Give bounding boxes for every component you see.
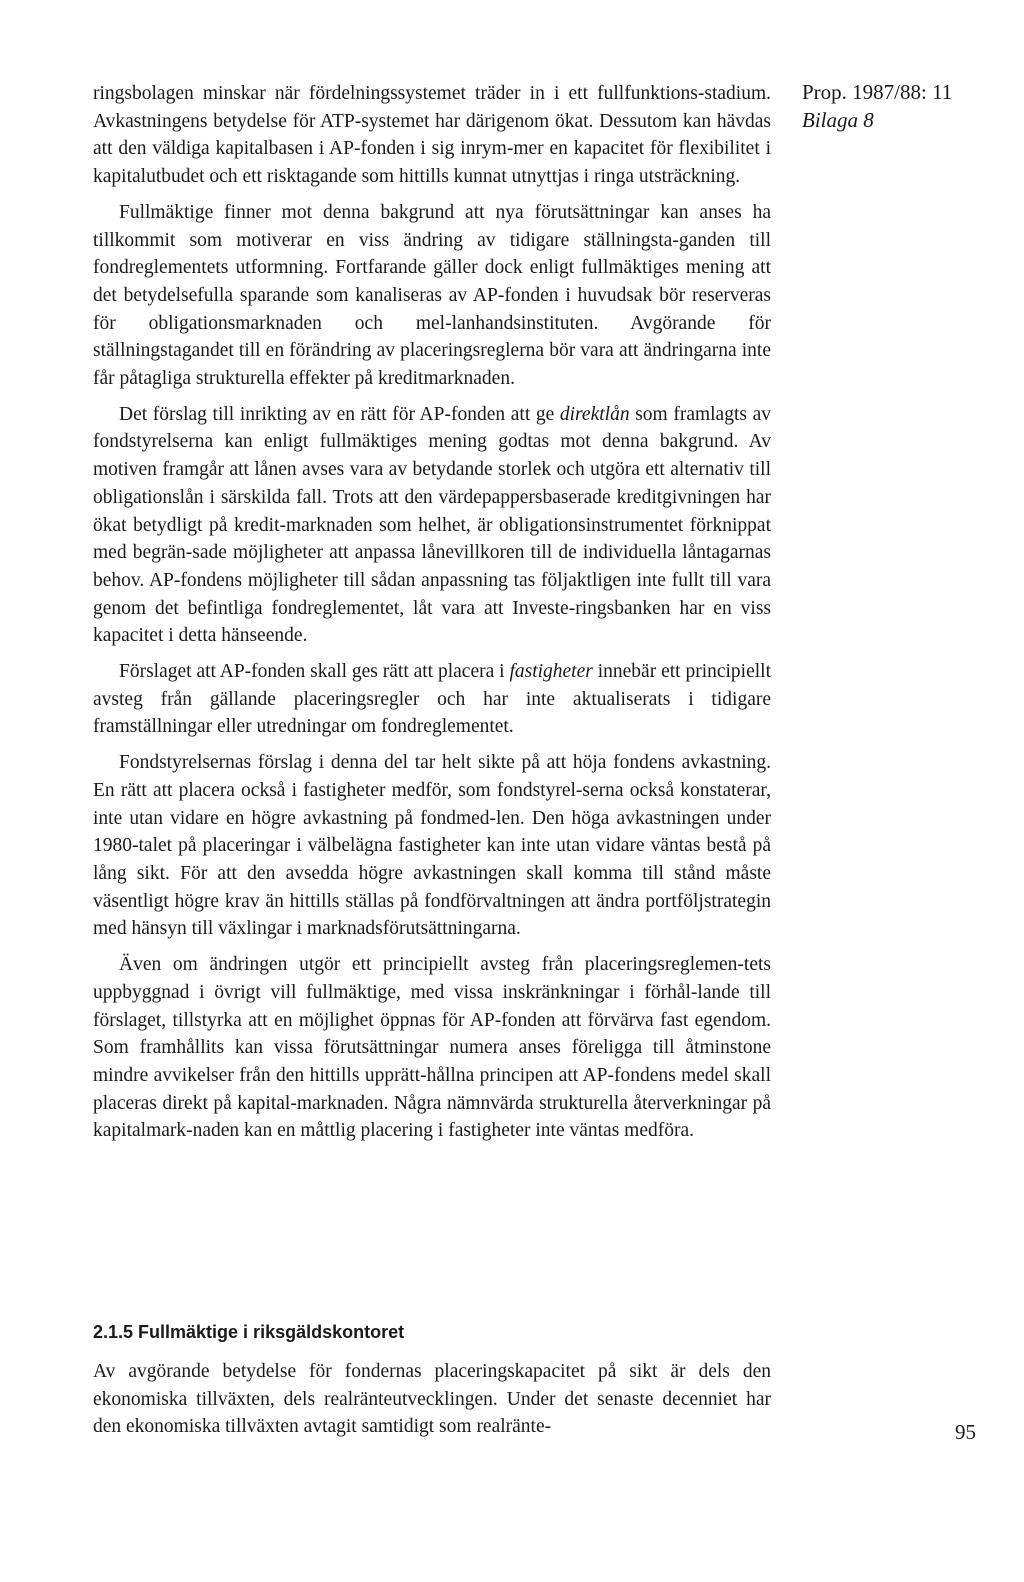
body-text [93,80,771,1153]
page-number: 95 [955,1420,976,1444]
paragraph-3-end: som framlagts av fondstyrelserna kan enligt fullmäktiges mening godtas mot denna bakgrund. Av motiven framgår att lånen avses vara av betydande storlek och utgöra ett alternativ till obligationslån i särskilda fall. Trots att den värdepappersbaserade kreditgivningen har ökat betydligt på kredit-marknaden som helhet, är obligationsinstrumentet förknippat med begrän-sade möjligheter att anpassa lånevillkoren till de individuella låntagarnas behov. AP-fondens möjligheter till sådan anpassning tas följaktligen inte fullt till vara genom det befintliga fondreglementet, låt vara att Investe-ringsbanken har en viss kapacitet i detta hänseende. [93,403,771,647]
paragraph-4 [93,658,771,741]
paragraph-2: Fullmäktige finner mot denna bakgrund att nya förutsättningar kan anses ha tillkommit som motiverar en viss ändring av tidigare ställningsta-ganden till fondreglementets utformning. Fortfarande gäller dock enligt fullmäktiges mening att det betydelsefulla sparande som kanaliseras av AP-fonden i huvudsak bör reserveras för obligationsmarknaden och mel-lanhandsinstituten. Avgörande för ställningstagandet till en förändring av placeringsreglerna bör vara att ändringarna inte får påtagliga strukturella effekter på kreditmarknaden. [93,201,771,390]
bilaga-reference: Bilaga 8 [802,108,874,132]
paragraph-3-emphasis: direktlån [559,403,630,425]
paragraph-1: ringsbolagen minskar när fördelningssystemet träder in i ett fullfunktions-stadium. Avkastningens betydelse för ATP-systemet har därigenom ökat. Dessutom kan hävdas att den väldiga kapitalbasen i AP-fonden i sig inrym-mer en kapacitet för flexibilitet i kapitalutbudet och ett risktagande som hittills kunnat utnyttjas i ringa utsträckning. [93,83,771,188]
prop-reference: Prop. 1987/88: 11 [802,80,953,104]
paragraph-4-start: Förslaget att AP-fonden skall ges rätt att placera i [119,661,510,683]
paragraph-4-emphasis: fastigheter [509,661,593,683]
paragraph-5: Fondstyrelsernas förslag i denna del tar helt sikte på att höja fondens avkastning. En rätt att placera också i fastigheter medför, som fondstyrel-serna också konstaterar, inte utan vidare en högre avkastning på fondmed-len. Den höga avkastningen under 1980-talet på placeringar i välbelägna fastigheter kan inte utan vidare väntas bestå på lång sikt. För att den avsedda högre avkastningen skall komma till stånd måste väsentligt högre krav än hittills ställas på fondförvaltningen att ändra portföljstrategin med hänsyn till växlingar i marknadsförutsättningarna. [93,752,771,940]
paragraph-6: Även om ändringen utgör ett principiellt avsteg från placeringsreglemen-tets uppbyggnad i övrigt vill fullmäktige, med vissa inskränkningar i förhål-lande till förslaget, tillstyrka att en möjlighet öppnas för AP-fonden att förvärva fast egendom. Som framhållits kan vissa förutsättningar numera anses föreligga till åtminstone mindre avvikelser från den hittills upprätt-hållna principen att AP-fondens medel skall placeras direkt på kapital-marknaden. Några nämnvärda strukturella återverkningar på kapitalmark-naden kan en måttlig placering i fastigheter inte väntas medföra. [93,954,771,1142]
section-paragraph: Av avgörande betydelse för fondernas placeringskapacitet på sikt är dels den ekonomiska tillväxten, dels realränteutvecklingen. Under det senaste decenniet har den ekonomiska tillväxten avtagit samtidigt som realränte- [93,1361,771,1438]
paragraph-4-end: innebär ett principiellt avsteg från gällande placeringsregler och har inte aktualiserats i tidigare framställningar eller utredningar om fondreglementet. [93,661,772,738]
paragraph-3 [93,401,771,650]
paragraph-3-start: Det förslag till inrikting av en rätt för AP-fonden att ge [119,403,560,425]
margin-reference [802,78,952,134]
section-heading: 2.1.5 Fullmäktige i riksgäldskontoret [93,1322,405,1342]
